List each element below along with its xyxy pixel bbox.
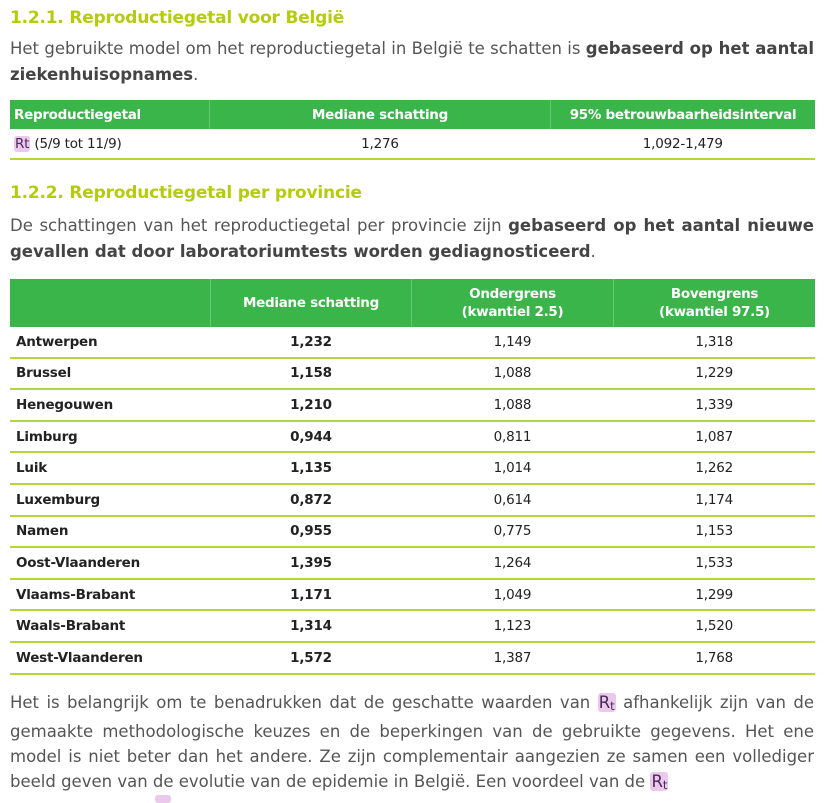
section1-paragraph (10, 36, 814, 88)
table-row (10, 327, 815, 358)
upper-bound-cell: 1,262 (614, 452, 816, 484)
column-header-lower-bound (412, 279, 614, 327)
table-row (10, 516, 815, 548)
paragraph-bold-text: gebaseerd op het aantal nieuwe gevallen dat door laboratoriumtests worden gediagnosticeerd (10, 216, 815, 261)
section2-paragraph (10, 213, 814, 265)
table-row (10, 642, 815, 674)
median-cell: 1,158 (211, 358, 412, 390)
upper-bound-cell: 1,229 (614, 358, 816, 390)
section-heading-belgium: 1.2.1. Reproductiegetal voor België (10, 8, 345, 28)
header-line: Ondergrens (469, 286, 556, 302)
province-cell: Limburg (10, 421, 211, 453)
lower-bound-cell: 1,014 (412, 452, 614, 484)
median-cell: 1,395 (211, 547, 412, 579)
rt-highlight: Rt (15, 135, 30, 152)
table-row (10, 610, 815, 642)
lower-bound-cell: 1,387 (412, 642, 614, 674)
lower-bound-cell: 1,123 (412, 610, 614, 642)
province-cell: Luxemburg (10, 484, 211, 516)
rt-highlight-partial (155, 795, 171, 803)
table-header-row (10, 279, 815, 327)
median-cell: 1,135 (211, 452, 412, 484)
lower-bound-cell: 0,811 (412, 421, 614, 453)
rt-main: R (651, 772, 663, 791)
rt-subscript: t (662, 778, 668, 792)
interval-cell: 1,092-1,479 (551, 129, 816, 159)
upper-bound-cell: 1,768 (614, 642, 816, 674)
province-cell: Waals-Brabant (10, 610, 211, 642)
rt-highlight (598, 693, 616, 712)
upper-bound-cell: 1,533 (614, 547, 816, 579)
column-header-median: Mediane schatting (210, 100, 551, 129)
column-header-median: Mediane schatting (211, 279, 412, 327)
rt-subscript: t (610, 699, 615, 713)
lower-bound-cell: 1,149 (412, 327, 614, 358)
upper-bound-cell: 1,318 (614, 327, 816, 358)
table-row (10, 452, 815, 484)
lower-bound-cell: 1,049 (412, 579, 614, 611)
header-line: Bovengrens (670, 286, 759, 302)
province-reproduction-table (10, 279, 815, 675)
median-cell: 1,232 (211, 327, 412, 358)
table-row (10, 358, 815, 390)
province-cell: West-Vlaanderen (10, 642, 211, 674)
table-row (10, 129, 815, 159)
table-header-row (10, 100, 815, 129)
province-cell: Antwerpen (10, 327, 211, 358)
province-cell: Brussel (10, 358, 211, 390)
column-header-province (10, 279, 211, 327)
median-cell: 0,944 (211, 421, 412, 453)
rt-main: R (598, 693, 611, 712)
upper-bound-cell: 1,087 (614, 421, 816, 453)
median-cell: 0,955 (211, 516, 412, 548)
table-row (10, 389, 815, 421)
column-header-interval: 95% betrouwbaarheidsinterval (551, 100, 816, 129)
column-header-reproductiegetal: Reproductiegetal (10, 100, 210, 129)
paragraph-text: Het is belangrijk om te benadrukken dat de geschatte waarden van (10, 693, 598, 712)
paragraph-bold-text: gebaseerd op het aantal ziekenhuisopnames (10, 39, 814, 84)
province-cell: Luik (10, 452, 211, 484)
upper-bound-cell: 1,299 (614, 579, 816, 611)
lower-bound-cell: 0,775 (412, 516, 614, 548)
period-text: (5/9 tot 11/9) (30, 135, 122, 152)
lower-bound-cell: 1,088 (412, 389, 614, 421)
table-row (10, 484, 815, 516)
table-row (10, 547, 815, 579)
province-cell: Vlaams-Brabant (10, 579, 211, 611)
province-cell: Namen (10, 516, 211, 548)
lower-bound-cell: 1,264 (412, 547, 614, 579)
upper-bound-cell: 1,153 (614, 516, 816, 548)
paragraph-text: . (193, 65, 199, 84)
province-cell: Oost-Vlaanderen (10, 547, 211, 579)
upper-bound-cell: 1,174 (614, 484, 816, 516)
paragraph-text: Het gebruikte model om het reproductiegetal in België te schatten is (10, 39, 586, 58)
table-row (10, 579, 815, 611)
column-header-upper-bound (614, 279, 816, 327)
paragraph-text: De schattingen van het reproductiegetal per provincie zijn (10, 216, 509, 235)
median-cell: 1,314 (211, 610, 412, 642)
median-cell: 1,210 (211, 389, 412, 421)
section-heading-province: 1.2.2. Reproductiegetal per provincie (10, 183, 362, 203)
closing-paragraph (10, 690, 814, 798)
median-cell: 0,872 (211, 484, 412, 516)
median-cell: 1,572 (211, 642, 412, 674)
lower-bound-cell: 1,088 (412, 358, 614, 390)
rt-label-cell (10, 129, 210, 159)
header-line: (kwantiel 2.5) (461, 304, 564, 320)
lower-bound-cell: 0,614 (412, 484, 614, 516)
rt-highlight (650, 772, 668, 791)
province-table-body (10, 327, 815, 674)
paragraph-text: . (590, 242, 596, 261)
median-cell: 1,276 (210, 129, 551, 159)
paragraph-text: afhankelijk zijn van de gemaakte methodologische keuzes en de beperkingen van de gebruikte gegevens. Het ene model is niet beter dan het andere. Ze zijn complementair aangezien ze samen een vollediger beeld geven van de evolutie van de epidemie in België. Een voordeel van de (10, 693, 814, 791)
province-cell: Henegouwen (10, 389, 211, 421)
median-cell: 1,171 (211, 579, 412, 611)
upper-bound-cell: 1,520 (614, 610, 816, 642)
table-row (10, 421, 815, 453)
upper-bound-cell: 1,339 (614, 389, 816, 421)
header-line: (kwantiel 97.5) (659, 304, 770, 320)
belgium-reproduction-table (10, 100, 815, 160)
